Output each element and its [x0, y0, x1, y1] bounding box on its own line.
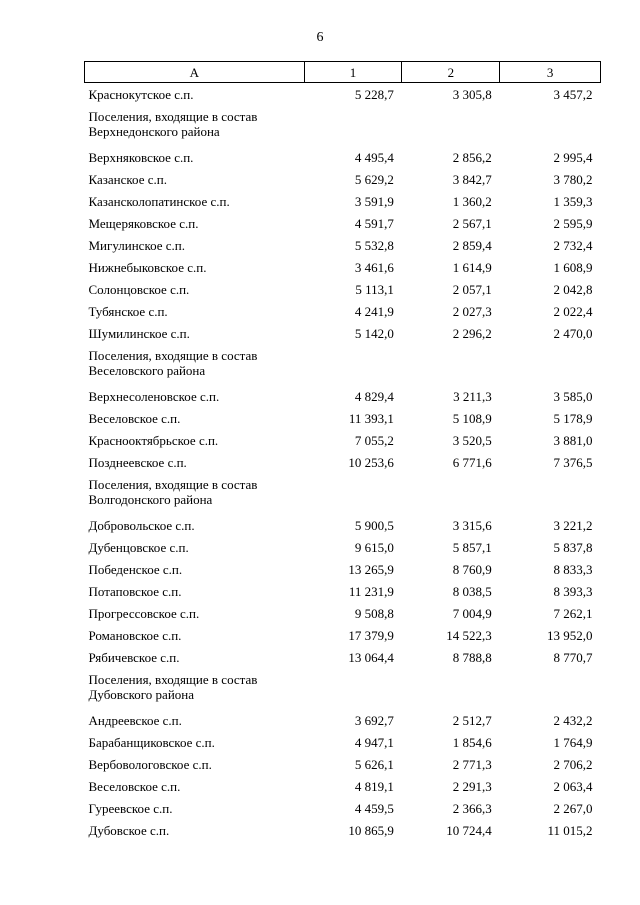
value-col-1: 4 829,4 [354, 388, 394, 404]
table-row [85, 819, 601, 841]
settlement-name: Верхняковское с.п. [88, 149, 194, 165]
value-col-3: 2 022,4 [553, 303, 593, 319]
value-col-1: 3 591,9 [354, 193, 394, 209]
table-row [85, 212, 601, 234]
value-col-2: 1 614,9 [452, 259, 492, 275]
table-row [85, 429, 601, 451]
settlement-name: Андреевское с.п. [88, 712, 182, 728]
value-col-1: 5 626,1 [354, 756, 394, 772]
value-col-3: 3 585,0 [553, 388, 593, 404]
settlement-name: Краснокутское с.п. [88, 86, 194, 102]
page-number: 6 [316, 30, 324, 45]
table-row [85, 797, 601, 819]
value-col-2: 1 854,6 [452, 734, 492, 750]
value-col-3: 2 042,8 [553, 281, 593, 297]
table-row [85, 146, 601, 168]
settlement-name: Веселовское с.п. [88, 778, 181, 794]
value-col-2: 3 305,8 [452, 86, 492, 102]
group-title: Поселения, входящие в состав Дубовского района [88, 672, 258, 702]
settlement-name: Казанское с.п. [88, 171, 167, 187]
settlement-name: Солонцовское с.п. [88, 281, 190, 297]
settlement-name: Гуреевское с.п. [88, 800, 173, 816]
value-col-2: 2 512,7 [452, 712, 492, 728]
empty-cell [304, 344, 402, 385]
group-header-row [85, 473, 601, 514]
value-col-2: 2 567,1 [452, 215, 492, 231]
value-col-1: 4 495,4 [354, 149, 394, 165]
value-col-2: 10 724,4 [446, 822, 492, 838]
table-row [85, 300, 601, 322]
value-col-1: 5 142,0 [354, 325, 394, 341]
value-col-1: 5 228,7 [354, 86, 394, 102]
value-col-3: 2 063,4 [553, 778, 593, 794]
settlement-name: Добровольское с.п. [88, 517, 195, 533]
value-col-2: 8 760,9 [452, 561, 492, 577]
empty-cell [500, 473, 601, 514]
value-col-2: 2 856,2 [452, 149, 492, 165]
value-col-1: 4 241,9 [354, 303, 394, 319]
value-col-1: 13 265,9 [348, 561, 394, 577]
value-col-3: 13 952,0 [547, 627, 593, 643]
value-col-1: 11 231,9 [348, 583, 394, 599]
group-title: Поселения, входящие в состав Волгодонского района [88, 477, 258, 507]
settlement-name: Веселовское с.п. [88, 410, 181, 426]
value-col-2: 8 788,8 [452, 649, 492, 665]
table-row [85, 709, 601, 731]
value-col-1: 17 379,9 [348, 627, 394, 643]
empty-cell [500, 668, 601, 709]
table-row [85, 536, 601, 558]
value-col-3: 1 359,3 [553, 193, 593, 209]
budget-table [84, 61, 601, 841]
value-col-3: 2 732,4 [553, 237, 593, 253]
header-col-a: А [85, 62, 305, 83]
value-col-3: 7 376,5 [553, 454, 593, 470]
empty-cell [500, 105, 601, 146]
empty-cell [402, 473, 500, 514]
value-col-1: 10 253,6 [348, 454, 394, 470]
table-row [85, 580, 601, 602]
table-row [85, 775, 601, 797]
group-header-row [85, 344, 601, 385]
empty-cell [402, 344, 500, 385]
value-col-1: 5 532,8 [354, 237, 394, 253]
value-col-2: 8 038,5 [452, 583, 492, 599]
table-row [85, 190, 601, 212]
value-col-1: 7 055,2 [354, 432, 394, 448]
value-col-1: 4 947,1 [354, 734, 394, 750]
settlement-name: Дубовское с.п. [88, 822, 170, 838]
table-row [85, 234, 601, 256]
table-row [85, 168, 601, 190]
value-col-2: 2 057,1 [452, 281, 492, 297]
settlement-name: Рябичевское с.п. [88, 649, 180, 665]
table-row [85, 256, 601, 278]
value-col-3: 2 595,9 [553, 215, 593, 231]
value-col-2: 3 842,7 [452, 171, 492, 187]
settlement-name: Казансколопатинское с.п. [88, 193, 230, 209]
value-col-1: 9 508,8 [354, 605, 394, 621]
table-row [85, 646, 601, 668]
settlement-name: Победенское с.п. [88, 561, 183, 577]
value-col-2: 2 771,3 [452, 756, 492, 772]
value-col-1: 4 819,1 [354, 778, 394, 794]
value-col-2: 1 360,2 [452, 193, 492, 209]
empty-cell [304, 473, 402, 514]
table-row [85, 753, 601, 775]
table-row [85, 602, 601, 624]
settlement-name: Барабанщиковское с.п. [88, 734, 215, 750]
empty-cell [304, 668, 402, 709]
value-col-1: 3 692,7 [354, 712, 394, 728]
table-row [85, 558, 601, 580]
header-col-1: 1 [304, 62, 402, 83]
value-col-2: 6 771,6 [452, 454, 492, 470]
group-header-row [85, 105, 601, 146]
settlement-name: Верхнесоленовское с.п. [88, 388, 220, 404]
value-col-1: 13 064,4 [348, 649, 394, 665]
settlement-name: Мещеряковское с.п. [88, 215, 199, 231]
settlement-name: Шумилинское с.п. [88, 325, 190, 341]
value-col-2: 2 859,4 [452, 237, 492, 253]
value-col-3: 8 770,7 [553, 649, 593, 665]
settlement-name: Прогрессовское с.п. [88, 605, 200, 621]
value-col-3: 1 608,9 [553, 259, 593, 275]
value-col-3: 5 178,9 [553, 410, 593, 426]
settlement-name: Потаповское с.п. [88, 583, 182, 599]
value-col-2: 3 211,3 [453, 388, 492, 404]
value-col-3: 3 780,2 [553, 171, 593, 187]
settlement-name: Мигулинское с.п. [88, 237, 186, 253]
settlement-name: Тубянское с.п. [88, 303, 168, 319]
value-col-3: 5 837,8 [553, 539, 593, 555]
settlement-name: Вербовологовское с.п. [88, 756, 212, 772]
table-body [85, 83, 601, 842]
value-col-3: 11 015,2 [547, 822, 593, 838]
empty-cell [402, 105, 500, 146]
value-col-1: 10 865,9 [348, 822, 394, 838]
value-col-3: 1 764,9 [553, 734, 593, 750]
value-col-3: 3 881,0 [553, 432, 593, 448]
group-header-row [85, 668, 601, 709]
table-row [85, 731, 601, 753]
value-col-2: 2 366,3 [452, 800, 492, 816]
value-col-1: 9 615,0 [354, 539, 394, 555]
value-col-2: 5 108,9 [452, 410, 492, 426]
table-row [85, 322, 601, 344]
settlement-name: Романовское с.п. [88, 627, 182, 643]
settlement-name: Нижнебыковское с.п. [88, 259, 207, 275]
value-col-3: 2 470,0 [553, 325, 593, 341]
table-row [85, 514, 601, 536]
value-col-1: 5 113,1 [355, 281, 394, 297]
value-col-3: 8 833,3 [553, 561, 593, 577]
empty-cell [500, 344, 601, 385]
value-col-1: 5 629,2 [354, 171, 394, 187]
value-col-1: 11 393,1 [348, 410, 394, 426]
value-col-2: 3 520,5 [452, 432, 492, 448]
value-col-3: 2 995,4 [553, 149, 593, 165]
value-col-1: 4 459,5 [354, 800, 394, 816]
empty-cell [304, 105, 402, 146]
value-col-3: 2 432,2 [553, 712, 593, 728]
settlement-name: Краснооктябрьское с.п. [88, 432, 219, 448]
table-row [85, 385, 601, 407]
settlement-name: Дубенцовское с.п. [88, 539, 189, 555]
value-col-2: 7 004,9 [452, 605, 492, 621]
value-col-2: 2 296,2 [452, 325, 492, 341]
header-col-3: 3 [500, 62, 601, 83]
value-col-2: 14 522,3 [446, 627, 492, 643]
table-row [85, 624, 601, 646]
table-row [85, 407, 601, 429]
value-col-2: 5 857,1 [452, 539, 492, 555]
empty-cell [402, 668, 500, 709]
value-col-3: 3 221,2 [553, 517, 593, 533]
table-row [85, 451, 601, 473]
group-title: Поселения, входящие в состав Веселовского района [88, 348, 258, 378]
table-row [85, 278, 601, 300]
value-col-1: 3 461,6 [354, 259, 394, 275]
value-col-2: 2 291,3 [452, 778, 492, 794]
header-col-2: 2 [402, 62, 500, 83]
group-title: Поселения, входящие в состав Верхнедонского района [88, 109, 258, 139]
value-col-3: 7 262,1 [553, 605, 593, 621]
value-col-3: 8 393,3 [553, 583, 593, 599]
table-row [85, 83, 601, 106]
settlement-name: Позднеевское с.п. [88, 454, 187, 470]
value-col-2: 2 027,3 [452, 303, 492, 319]
value-col-3: 2 267,0 [553, 800, 593, 816]
value-col-3: 3 457,2 [553, 86, 593, 102]
value-col-2: 3 315,6 [452, 517, 492, 533]
table-header-row [85, 62, 601, 83]
value-col-1: 4 591,7 [354, 215, 394, 231]
value-col-3: 2 706,2 [553, 756, 593, 772]
value-col-1: 5 900,5 [354, 517, 394, 533]
